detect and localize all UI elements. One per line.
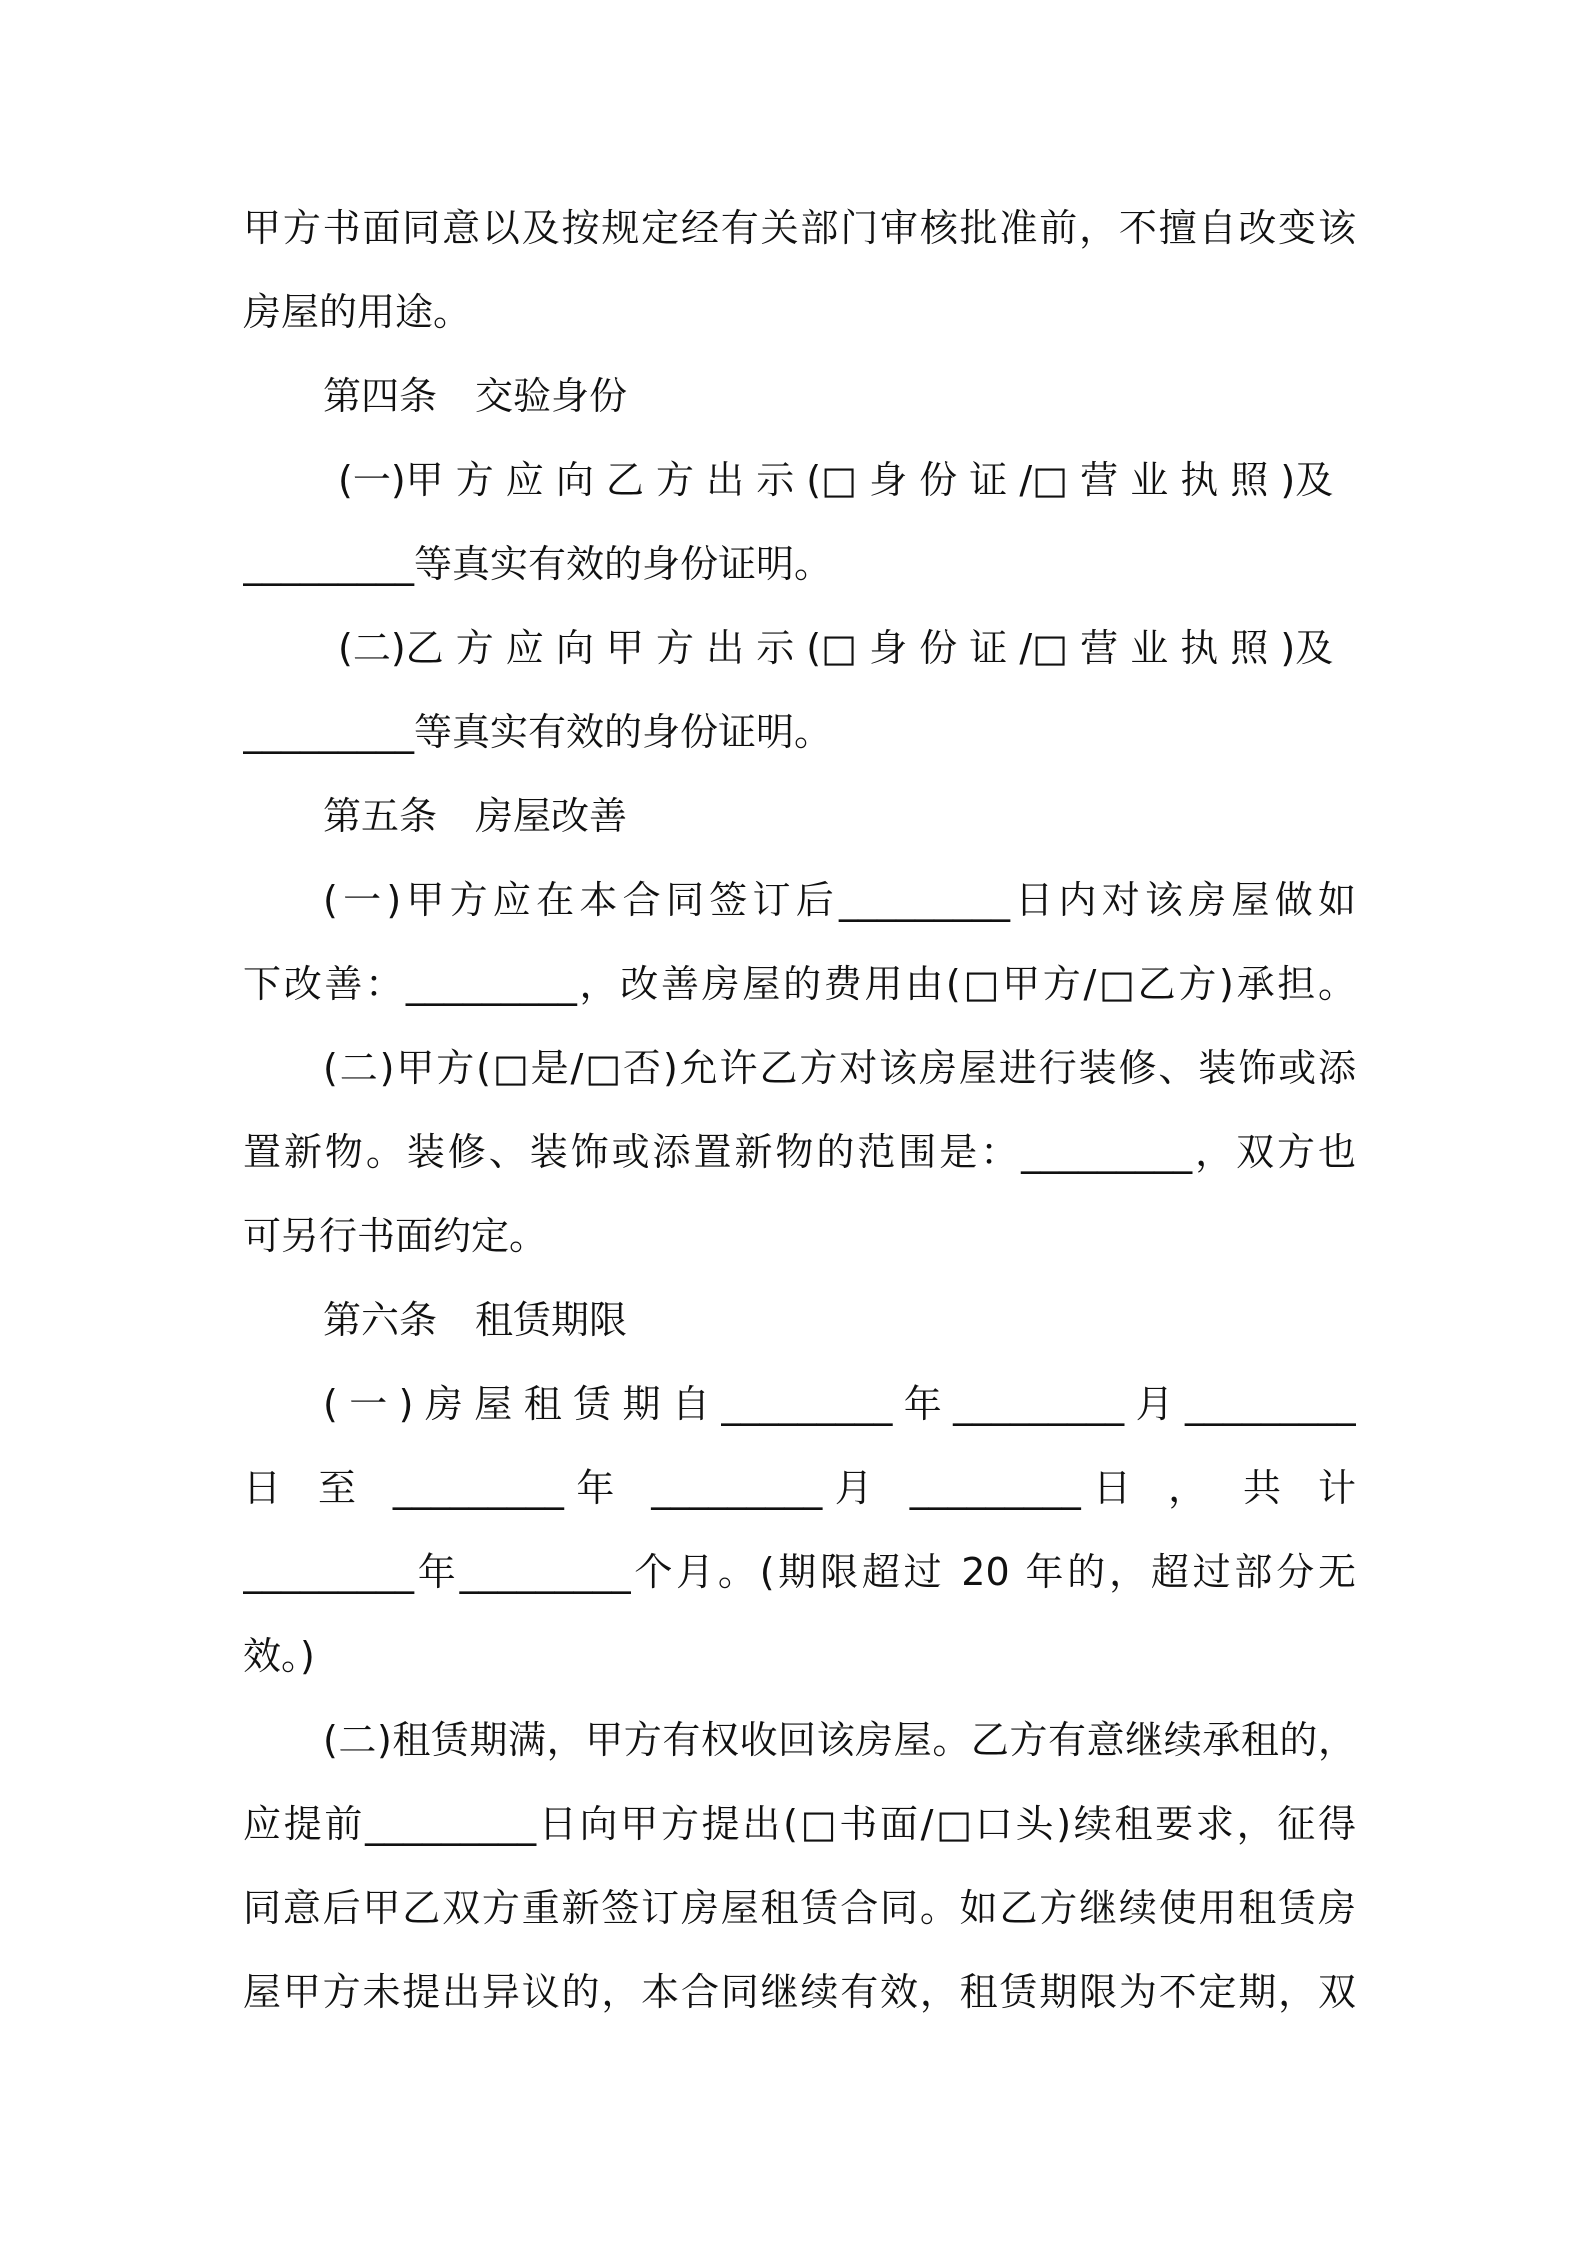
paragraph-line: (一)甲方应在本合同签订后_________日内对该房屋做如 <box>323 878 1356 922</box>
paragraph-line: 甲方书面同意以及按规定经有关部门审核批准前，不擅自改变该 <box>243 206 1356 250</box>
paragraph-line: (二)租赁期满，甲方有权收回该房屋。乙方有意继续承租的， <box>323 1718 1356 1762</box>
paragraph-line: _________等真实有效的身份证明。 <box>243 710 833 754</box>
paragraph-line: _________年_________个月。(期限超过 20 年的，超过部分无 <box>243 1550 1356 1594</box>
paragraph-line: 应提前_________日向甲方提出(□书面/□口头)续租要求，征得 <box>243 1802 1356 1846</box>
paragraph-line: 下改善：_________，改善房屋的费用由(□甲方/□乙方)承担。 <box>243 962 1356 1006</box>
article-heading: 第四条 交验身份 <box>323 374 628 418</box>
paragraph-line: (一)甲 方 应 向 乙 方 出 示 (□ 身 份 证 /□ 营 业 执 照 )及 <box>338 458 1334 502</box>
paragraph-line: 屋甲方未提出异议的，本合同继续有效，租赁期限为不定期，双 <box>243 1970 1356 2014</box>
article-heading: 第六条 租赁期限 <box>323 1298 628 1342</box>
paragraph-line: 效。) <box>243 1634 315 1678</box>
paragraph-line: (二)乙 方 应 向 甲 方 出 示 (□ 身 份 证 /□ 营 业 执 照 )及 <box>338 626 1334 670</box>
paragraph-line: 日 至 _________年 _________月 _________日 ， 共 计 <box>243 1466 1356 1510</box>
paragraph-line: 房屋的用途。 <box>243 290 472 334</box>
paragraph-line: 置新物。装修、装饰或添置新物的范围是：_________，双方也 <box>243 1130 1356 1174</box>
paragraph-line: _________等真实有效的身份证明。 <box>243 542 833 586</box>
paragraph-line: 可另行书面约定。 <box>243 1214 548 1258</box>
article-heading: 第五条 房屋改善 <box>323 794 628 838</box>
paragraph-line: (二)甲方(□是/□否)允许乙方对该房屋进行装修、装饰或添 <box>323 1046 1356 1090</box>
paragraph-line: 同意后甲乙双方重新签订房屋租赁合同。如乙方继续使用租赁房 <box>243 1886 1356 1930</box>
paragraph-line: (一)房屋租赁期自_________年_________月_________ <box>323 1382 1356 1426</box>
